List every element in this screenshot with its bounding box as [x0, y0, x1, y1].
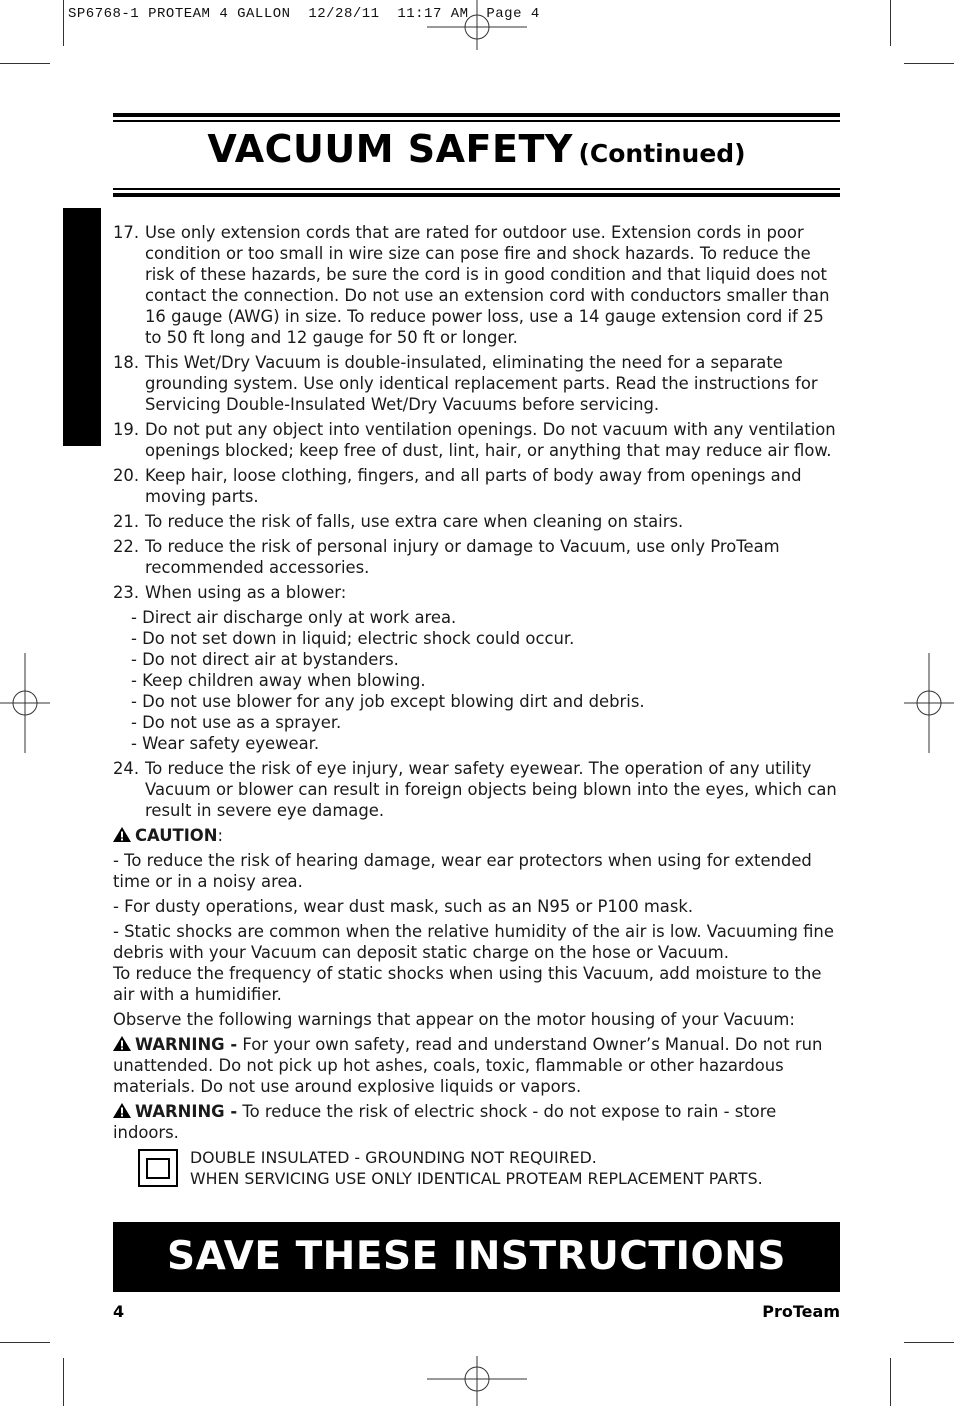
item-number: 23.: [113, 583, 140, 602]
header-rule: [113, 193, 840, 197]
blower-bullet: - Wear safety eyewear.: [131, 734, 320, 753]
item-number: 17.: [113, 223, 140, 242]
crop-mark: [890, 0, 891, 46]
registration-mark-icon: [0, 653, 50, 753]
warning-paragraph: [113, 1101, 840, 1143]
item-text: To reduce the risk of eye injury, wear safety eyewear. The operation of any utility Vacuum or blower can result in foreign objects being blown into the eyes, which can result in severe eye damage.: [145, 759, 837, 820]
save-instructions-banner: SAVE THESE INSTRUCTIONS: [113, 1222, 840, 1292]
item-text: When using as a blower:: [145, 583, 347, 602]
blower-bullet: - Do not use blower for any job except blowing dirt and debris.: [131, 692, 645, 711]
item-number: 20.: [113, 466, 140, 485]
caution-paragraph: - To reduce the risk of hearing damage, wear ear protectors when using for extended time or in a noisy area.: [113, 851, 812, 891]
observe-text: Observe the following warnings that appear on the motor housing of your Vacuum:: [113, 1010, 795, 1029]
blower-bullet: - Direct air discharge only at work area.: [131, 608, 457, 627]
warning-paragraph: [113, 1034, 840, 1097]
item-text: Keep hair, loose clothing, fingers, and all parts of body away from openings and moving parts.: [145, 466, 802, 506]
blower-bullet: - Do not direct air at bystanders.: [131, 650, 399, 669]
list-item: [113, 222, 840, 348]
double-insulated-icon: [138, 1149, 178, 1187]
registration-mark-icon: [427, 0, 527, 50]
crop-mark: [904, 1342, 954, 1343]
crop-mark: [63, 1358, 64, 1406]
caution-colon: :: [217, 826, 223, 845]
item-text: To reduce the risk of falls, use extra care when cleaning on stairs.: [145, 512, 684, 531]
header-rule: [113, 113, 840, 117]
item-text: This Wet/Dry Vacuum is double-insulated, eliminating the need for a separate grounding system. Use only identical replacement parts. Read the instructions for Servicing Double-Insulated Wet/Dry Vacuums before servicing.: [145, 353, 818, 414]
footer-brand: ProTeam: [762, 1302, 840, 1321]
item-number: 18.: [113, 353, 140, 372]
blower-bullet: - Do not use as a sprayer.: [131, 713, 342, 732]
list-item: [113, 536, 840, 578]
safety-content: [113, 222, 840, 1189]
registration-mark-icon: [427, 1356, 527, 1406]
item-text: Do not put any object into ventilation openings. Do not vacuum with any ventilation openings blocked; keep free of dust, lint, hair, or anything that may reduce air flow.: [145, 420, 836, 460]
item-text: Use only extension cords that are rated for outdoor use. Extension cords in poor condition or too small in wire size can pose fire and shock hazards. To reduce the risk of these hazards, be sure the cord is in good condition and that liquid does not contact the connection. Do not use an extension cord with conductors smaller than 16 gauge (AWG) in size. To reduce power loss, use a 14 gauge extension cord if 25 to 50 ft long and 12 gauge for 50 ft or longer.: [145, 223, 830, 347]
crop-mark: [904, 63, 954, 64]
page-title: [113, 127, 840, 171]
warning-text: To reduce the risk of electric shock - do not expose to rain - store indoors.: [113, 1102, 777, 1142]
warning-triangle-icon: [113, 1103, 131, 1118]
registration-mark-icon: [904, 653, 954, 753]
warning-triangle-icon: [113, 1036, 131, 1051]
item-text: To reduce the risk of personal injury or damage to Vacuum, use only ProTeam recommended accessories.: [145, 537, 780, 577]
blower-bullet: - Do not set down in liquid; electric shock could occur.: [131, 629, 575, 648]
warning-triangle-icon: [113, 827, 131, 842]
printer-slug: SP6768-1 PROTEAM 4 GALLON 12/28/11 11:17 AM Page 4: [68, 6, 540, 22]
section-tab: [63, 208, 101, 446]
crop-mark: [0, 1342, 50, 1343]
double-insulated-line: DOUBLE INSULATED - GROUNDING NOT REQUIRED.: [190, 1148, 597, 1167]
crop-mark: [890, 1358, 891, 1406]
list-item: [113, 419, 840, 461]
caution-heading: [113, 825, 840, 846]
list-item: [113, 758, 840, 821]
list-item: [113, 511, 840, 532]
list-item: [113, 465, 840, 507]
list-item: [113, 352, 840, 415]
item-number: 21.: [113, 512, 140, 531]
blower-bullet-list: [113, 607, 840, 754]
item-number: 19.: [113, 420, 140, 439]
caution-label: CAUTION: [135, 826, 218, 845]
double-insulated-text: [190, 1147, 763, 1189]
warning-text: For your own safety, read and understand Owner’s Manual. Do not run unattended. Do not pick up hot ashes, coals, toxic, flammable or other hazardous materials. Do not use around explosive liquids or vapors.: [113, 1035, 823, 1096]
header-rule: [113, 188, 840, 190]
item-number: 22.: [113, 537, 140, 556]
item-number: 24.: [113, 759, 140, 778]
blower-bullet: - Keep children away when blowing.: [131, 671, 426, 690]
double-insulated-notice: [113, 1147, 840, 1189]
caution-paragraph: - For dusty operations, wear dust mask, such as an N95 or P100 mask.: [113, 897, 694, 916]
warning-label: WARNING -: [135, 1035, 238, 1054]
double-insulated-line: WHEN SERVICING USE ONLY IDENTICAL PROTEAM REPLACEMENT PARTS.: [190, 1169, 763, 1188]
warning-label: WARNING -: [135, 1102, 238, 1121]
caution-paragraph: - Static shocks are common when the relative humidity of the air is low. Vacuuming fine debris with your Vacuum can deposit static charge on the hose or Vacuum.: [113, 922, 834, 962]
list-item: [113, 582, 840, 603]
caution-paragraph: To reduce the frequency of static shocks when using this Vacuum, add moisture to the air with a humidifier.: [113, 964, 822, 1004]
page-title-main: VACUUM SAFETY: [207, 127, 573, 171]
page-title-sub: (Continued): [578, 139, 746, 168]
crop-mark: [0, 63, 50, 64]
crop-mark: [63, 0, 64, 46]
page-number: 4: [113, 1302, 125, 1321]
header-rule: [113, 120, 840, 122]
